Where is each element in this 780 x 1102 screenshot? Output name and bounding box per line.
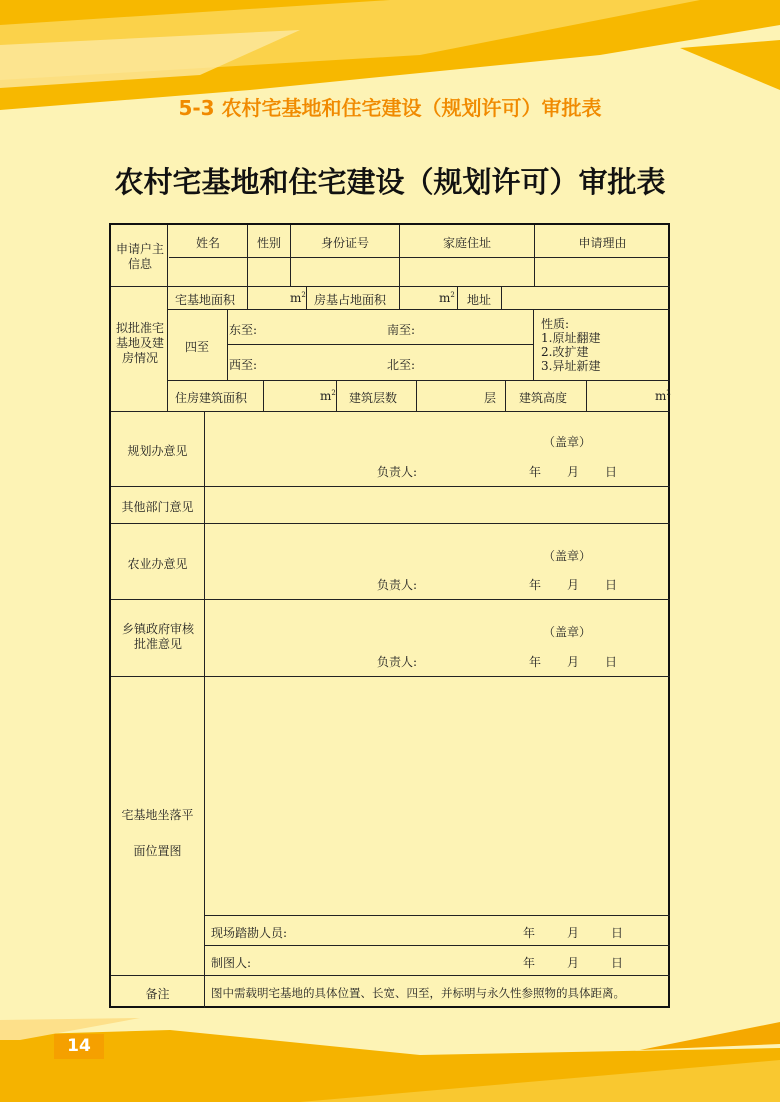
drafter-year: 年 bbox=[523, 956, 536, 970]
drafter-month: 月 bbox=[567, 956, 580, 970]
header-id-number: 身份证号 bbox=[320, 236, 369, 250]
agriculture-office-month: 月 bbox=[567, 578, 580, 592]
planning-office-seal: （盖章） bbox=[543, 435, 592, 449]
input-reason[interactable] bbox=[535, 258, 670, 286]
township-government-person: 负责人: bbox=[377, 655, 418, 669]
planning-office-year: 年 bbox=[529, 465, 542, 479]
header-reason: 申请理由 bbox=[578, 236, 627, 250]
planning-office-opinion-label: 规划办意见 bbox=[127, 444, 188, 458]
applicant-row-label: 申请户主信息 bbox=[115, 242, 164, 271]
agriculture-office-opinion-label: 农业办意见 bbox=[127, 557, 188, 571]
input-id-number[interactable] bbox=[291, 258, 399, 286]
homestead-area-label: 宅基地面积 bbox=[175, 293, 236, 307]
east-label: 东至: bbox=[229, 323, 258, 337]
township-government-day: 日 bbox=[605, 655, 618, 669]
township-government-month: 月 bbox=[567, 655, 580, 669]
nature-options bbox=[541, 317, 600, 373]
form-title: 农村宅基地和住宅建设（规划许可）审批表 bbox=[114, 165, 666, 199]
remarks-text: 图中需载明宅基地的具体位置、长宽、四至，并标明与永久性参照物的具体距离。 bbox=[211, 986, 625, 1000]
nature-option-expand[interactable]: 2.改扩建 bbox=[541, 345, 589, 359]
agriculture-office-seal: （盖章） bbox=[543, 549, 592, 563]
floors-label: 建筑层数 bbox=[349, 391, 398, 405]
planned-row-label: 拟批准宅基地及建房情况 bbox=[115, 321, 164, 365]
surveyor-label: 现场踏勘人员: bbox=[211, 926, 288, 940]
nature-heading: 性质: bbox=[541, 317, 570, 331]
remarks-label: 备注 bbox=[145, 987, 170, 1001]
drafter-label: 制图人: bbox=[211, 956, 252, 970]
surveyor-month: 月 bbox=[567, 926, 580, 940]
input-gender[interactable] bbox=[248, 258, 290, 286]
township-government-opinion-label: 乡镇政府审核批准意见 bbox=[121, 622, 194, 651]
site-plan-label-line2: 面位置图 bbox=[133, 844, 182, 858]
nature-option-relocate[interactable]: 3.异址新建 bbox=[541, 359, 601, 373]
surveyor-year: 年 bbox=[523, 926, 536, 940]
page-number: 14 bbox=[54, 1034, 104, 1059]
building-area-unit: $m^2$ bbox=[320, 389, 336, 403]
agriculture-office-day: 日 bbox=[605, 578, 618, 592]
header-home-address: 家庭住址 bbox=[442, 236, 491, 250]
other-departments-opinion-label: 其他部门意见 bbox=[121, 500, 194, 514]
building-height-label: 建筑高度 bbox=[519, 391, 568, 405]
site-plan-drawing-area[interactable] bbox=[205, 677, 670, 915]
township-government-seal: （盖章） bbox=[543, 625, 592, 639]
four-boundaries-label: 四至 bbox=[184, 340, 209, 354]
floors-unit: 层 bbox=[484, 391, 497, 405]
planning-office-month: 月 bbox=[567, 465, 580, 479]
input-home-address[interactable] bbox=[400, 258, 534, 286]
planning-office-day: 日 bbox=[605, 465, 618, 479]
surveyor-day: 日 bbox=[611, 926, 624, 940]
section-title: 5-3 农村宅基地和住宅建设（规划许可）审批表 bbox=[178, 96, 602, 120]
building-height-unit: $m^2$ bbox=[655, 389, 671, 403]
building-area-label: 住房建筑面积 bbox=[175, 391, 248, 405]
west-label: 西至: bbox=[229, 358, 258, 372]
nature-option-rebuild[interactable]: 1.原址翻建 bbox=[541, 331, 601, 345]
input-name[interactable] bbox=[169, 258, 247, 286]
township-government-year: 年 bbox=[529, 655, 542, 669]
occupied-area-unit: $m^2$ bbox=[439, 291, 455, 305]
agriculture-office-year: 年 bbox=[529, 578, 542, 592]
occupied-area-label: 房基占地面积 bbox=[314, 293, 387, 307]
north-label: 北至: bbox=[387, 358, 416, 372]
drafter-day: 日 bbox=[611, 956, 624, 970]
south-label: 南至: bbox=[387, 323, 416, 337]
site-plan-label-line1: 宅基地坐落平 bbox=[121, 808, 194, 822]
homestead-area-unit: $m^2$ bbox=[290, 291, 306, 305]
address-label: 地址 bbox=[467, 293, 492, 307]
planning-office-person: 负责人: bbox=[377, 465, 418, 479]
agriculture-office-person: 负责人: bbox=[377, 578, 418, 592]
approval-form-table bbox=[109, 223, 670, 1008]
header-gender: 性别 bbox=[256, 236, 281, 250]
header-name: 姓名 bbox=[195, 236, 220, 250]
